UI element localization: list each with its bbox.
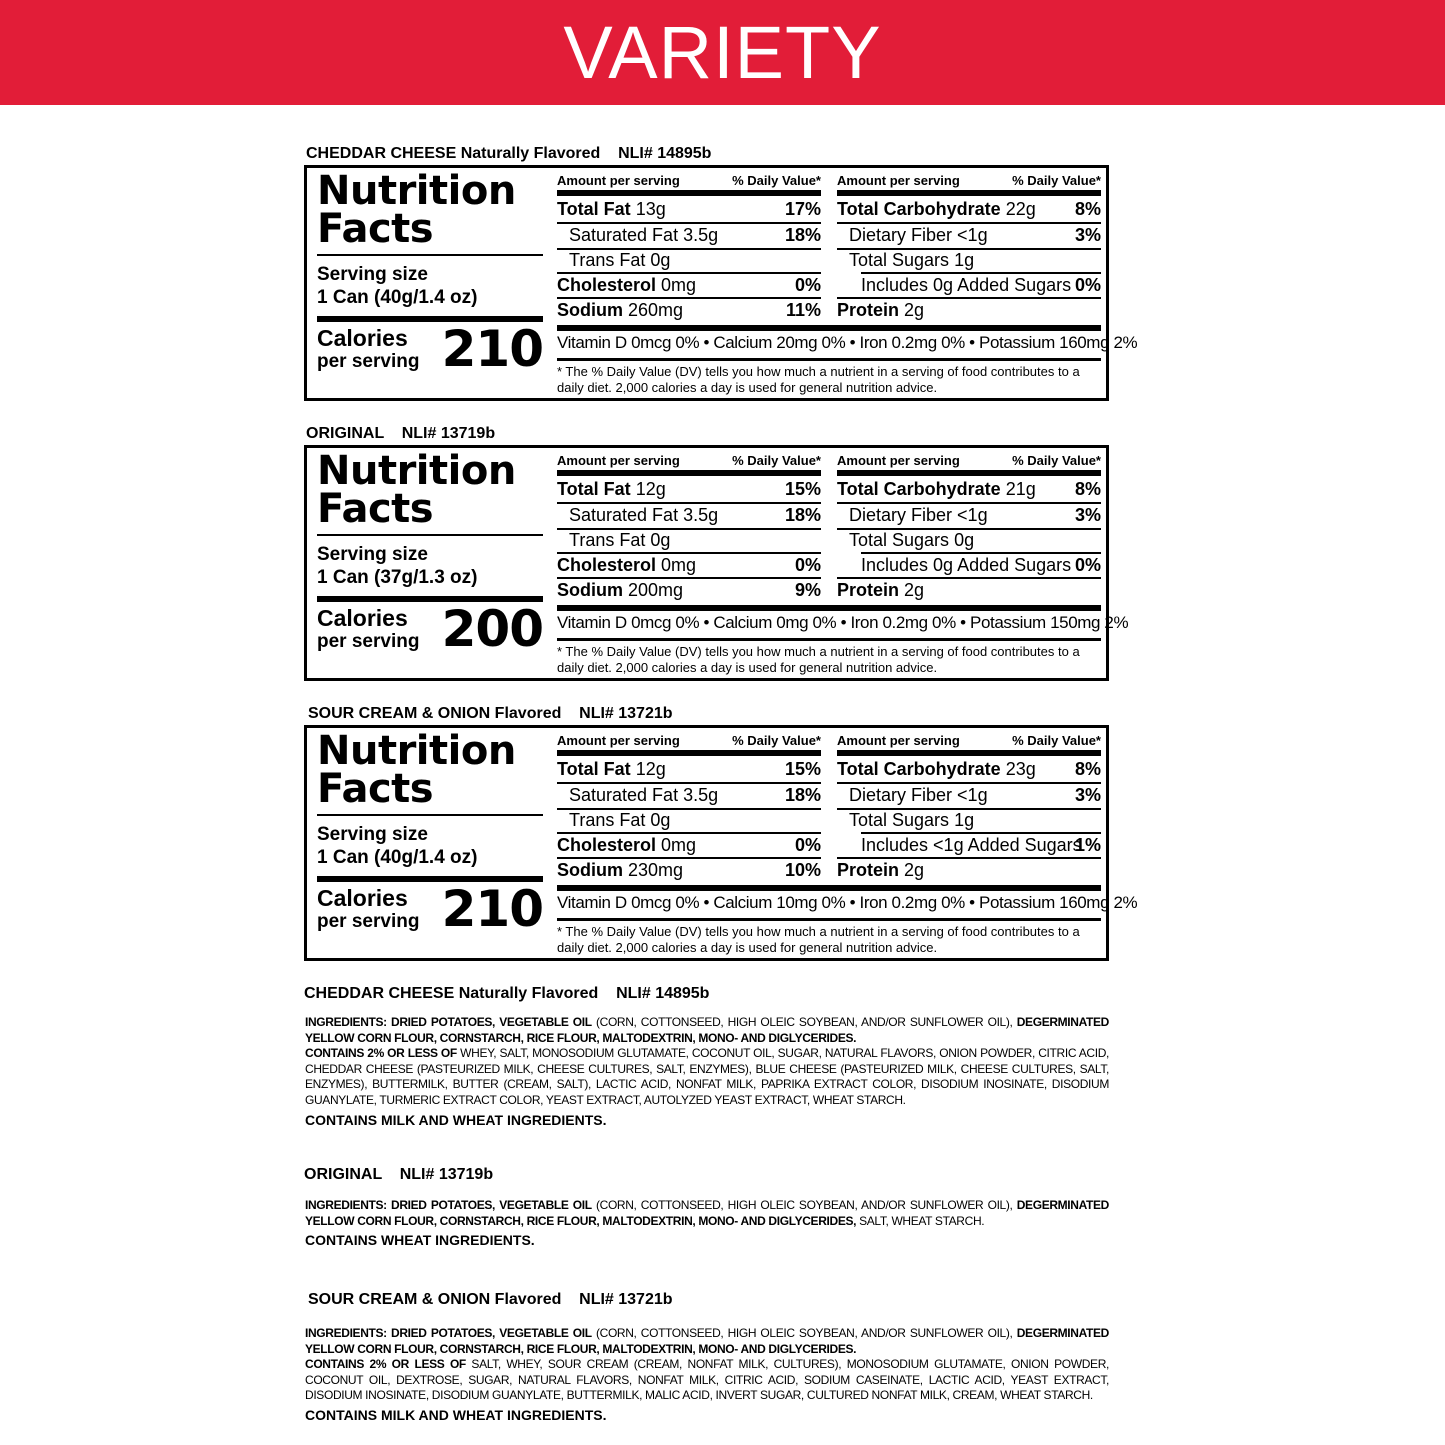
vitamins-line: Vitamin D 0mcg 0% • Calcium 0mg 0% • Iron 0.2mg 0% • Potassium 150mg 2% bbox=[557, 613, 1129, 632]
total-carb-row: Total Carbohydrate 23g 8% bbox=[837, 759, 1101, 779]
column-header: Amount per serving % Daily Value* bbox=[837, 173, 1101, 188]
added-sugars-row: Includes 0g Added Sugars 0% bbox=[861, 555, 1101, 575]
nutrition-facts-title: Nutrition Facts bbox=[317, 448, 516, 532]
column-header: Amount per serving % Daily Value* bbox=[557, 453, 821, 468]
column-header: Amount per serving % Daily Value* bbox=[557, 173, 821, 188]
serving-size-value: 1 Can (37g/1.3 oz) bbox=[317, 567, 478, 588]
cholesterol-row: Cholesterol 0mg 0% bbox=[557, 835, 821, 855]
calories-value: 210 bbox=[441, 880, 543, 938]
nutrition-label-cheddar bbox=[304, 165, 1138, 401]
cholesterol-row: Cholesterol 0mg 0% bbox=[557, 555, 821, 575]
added-sugars-row: Includes <1g Added Sugars 1% bbox=[861, 835, 1101, 855]
calories-sub: per serving bbox=[317, 911, 420, 932]
column-header: Amount per serving % Daily Value* bbox=[837, 733, 1101, 748]
daily-value-footnote: * The % Daily Value (DV) tells you how much a nutrient in a serving of food contributes to a daily diet. 2,000 calories a day is used for general nutrition advice. bbox=[557, 924, 1080, 955]
calories-label: Calories bbox=[317, 325, 408, 351]
nutrition-facts-title: Nutrition Facts bbox=[317, 168, 516, 252]
trans-fat-row: Trans Fat 0g bbox=[569, 810, 671, 830]
serving-size-label: Serving size bbox=[317, 824, 428, 845]
sodium-row: Sodium 230mg 10% bbox=[557, 860, 821, 880]
protein-row: Protein 2g bbox=[837, 580, 925, 600]
serving-size-value: 1 Can (40g/1.4 oz) bbox=[317, 287, 478, 308]
calories-value: 200 bbox=[441, 600, 543, 658]
banner-title: VARIETY bbox=[563, 11, 882, 94]
ingredients-heading-original: ORIGINAL NLI# 13719b bbox=[304, 1166, 494, 1183]
vitamins-line: Vitamin D 0mcg 0% • Calcium 20mg 0% • Iron 0.2mg 0% • Potassium 160mg 2% bbox=[557, 333, 1138, 352]
calories-value: 210 bbox=[441, 320, 543, 378]
calories-label: Calories bbox=[317, 885, 408, 911]
added-sugars-row: Includes 0g Added Sugars 0% bbox=[861, 275, 1101, 295]
daily-value-footnote: * The % Daily Value (DV) tells you how much a nutrient in a serving of food contributes to a daily diet. 2,000 calories a day is used for general nutrition advice. bbox=[557, 644, 1080, 675]
allergen-statement-cheddar: CONTAINS MILK AND WHEAT INGREDIENTS. bbox=[305, 1112, 607, 1128]
column-header: Amount per serving % Daily Value* bbox=[557, 733, 821, 748]
dietary-fiber-row: Dietary Fiber <1g 3% bbox=[849, 505, 1101, 525]
calories-label: Calories bbox=[317, 605, 408, 631]
sodium-row: Sodium 260mg 11% bbox=[557, 300, 821, 320]
total-carb-row: Total Carbohydrate 22g 8% bbox=[837, 199, 1101, 219]
variety-banner bbox=[0, 0, 1445, 105]
ingredients-text-cheddar: INGREDIENTS: DRIED POTATOES, VEGETABLE OIL (CORN, COTTONSEED, HIGH OLEIC SOYBEAN, AND/OR SUNFLOWER OIL), DEGERMINATED YELLOW CORN FLOUR, CORNSTARCH, RICE FLOUR, MALTODEXTRIN, MONO- AND DIGLYCERIDES. CONTAINS 2% OR LESS OF WHEY, SALT, MONOSODIUM GLUTAMATE, COCONUT OIL, SUGAR, NATURAL FLAVORS, ONION POWDER, CITRIC ACID, CHEDDAR CHEESE (PASTEURIZED MILK, CHEESE CULTURES, SALT, ENZYMES), BLUE CHEESE (PASTEURIZED MILK, CHEESE CULTURES, SALT, ENZYMES), BUTTERMILK, BUTTER (CREAM, SALT), LACTIC ACID, NONFAT MILK, PAPRIKA EXTRACT COLOR, DISODIUM INOSINATE, DISODIUM GUANYLATE, TURMERIC EXTRACT COLOR, YEAST EXTRACT, AUTOLYZED YEAST EXTRACT, WHEAT STARCH. bbox=[305, 1015, 1109, 1107]
cholesterol-row: Cholesterol 0mg 0% bbox=[557, 275, 821, 295]
daily-value-footnote: * The % Daily Value (DV) tells you how much a nutrient in a serving of food contributes to a daily diet. 2,000 calories a day is used for general nutrition advice. bbox=[557, 364, 1080, 395]
total-carb-row: Total Carbohydrate 21g 8% bbox=[837, 479, 1101, 499]
calories-sub: per serving bbox=[317, 351, 420, 372]
nutrition-label-sour-cream bbox=[304, 725, 1138, 961]
saturated-fat-row: Saturated Fat 3.5g 18% bbox=[569, 225, 821, 245]
serving-size-label: Serving size bbox=[317, 544, 428, 565]
saturated-fat-row: Saturated Fat 3.5g 18% bbox=[569, 785, 821, 805]
sodium-row: Sodium 200mg 9% bbox=[557, 580, 821, 600]
trans-fat-row: Trans Fat 0g bbox=[569, 530, 671, 550]
serving-size-label: Serving size bbox=[317, 264, 428, 285]
dietary-fiber-row: Dietary Fiber <1g 3% bbox=[849, 225, 1101, 245]
vitamins-line: Vitamin D 0mcg 0% • Calcium 10mg 0% • Iron 0.2mg 0% • Potassium 160mg 2% bbox=[557, 893, 1138, 912]
total-fat-row: Total Fat 12g 15% bbox=[557, 759, 821, 779]
nutrition-label-original bbox=[304, 445, 1129, 681]
protein-row: Protein 2g bbox=[837, 300, 925, 320]
total-sugars-row: Total Sugars 1g bbox=[849, 250, 975, 270]
total-fat-row: Total Fat 13g 17% bbox=[557, 199, 821, 219]
allergen-statement-original: CONTAINS WHEAT INGREDIENTS. bbox=[305, 1232, 535, 1248]
column-header: Amount per serving % Daily Value* bbox=[837, 453, 1101, 468]
trans-fat-row: Trans Fat 0g bbox=[569, 250, 671, 270]
label-heading-cheddar: CHEDDAR CHEESE Naturally Flavored NLI# 14895b bbox=[306, 145, 712, 162]
dietary-fiber-row: Dietary Fiber <1g 3% bbox=[849, 785, 1101, 805]
ingredients-text-original: INGREDIENTS: DRIED POTATOES, VEGETABLE OIL (CORN, COTTONSEED, HIGH OLEIC SOYBEAN, AND/OR SUNFLOWER OIL), DEGERMINATED YELLOW CORN FLOUR, CORNSTARCH, RICE FLOUR, MALTODEXTRIN, MONO- AND DIGLYCERIDES, SALT, WHEAT STARCH. bbox=[305, 1198, 1109, 1228]
nutrition-facts-title: Nutrition Facts bbox=[317, 728, 516, 812]
total-sugars-row: Total Sugars 0g bbox=[849, 530, 975, 550]
total-sugars-row: Total Sugars 1g bbox=[849, 810, 975, 830]
protein-row: Protein 2g bbox=[837, 860, 925, 880]
ingredients-text-sour-cream: INGREDIENTS: DRIED POTATOES, VEGETABLE OIL (CORN, COTTONSEED, HIGH OLEIC SOYBEAN, AND/OR SUNFLOWER OIL), DEGERMINATED YELLOW CORN FLOUR, CORNSTARCH, RICE FLOUR, MALTODEXTRIN, MONO- AND DIGLYCERIDES. CONTAINS 2% OR LESS OF SALT, WHEY, SOUR CREAM (CREAM, NONFAT MILK, CULTURES), MONOSODIUM GLUTAMATE, ONION POWDER, COCONUT OIL, DEXTROSE, SUGAR, NATURAL FLAVORS, NONFAT MILK, CITRIC ACID, SODIUM CASEINATE, LACTIC ACID, YEAST EXTRACT, DISODIUM INOSINATE, DISODIUM GUANYLATE, BUTTERMILK, MALIC ACID, INVERT SUGAR, CULTURED NONFAT MILK, CREAM, WHEAT STARCH. bbox=[305, 1326, 1109, 1403]
label-heading-original: ORIGINAL NLI# 13719b bbox=[306, 425, 496, 442]
total-fat-row: Total Fat 12g 15% bbox=[557, 479, 821, 499]
label-heading-sour-cream: SOUR CREAM & ONION Flavored NLI# 13721b bbox=[308, 705, 673, 722]
allergen-statement-sour-cream: CONTAINS MILK AND WHEAT INGREDIENTS. bbox=[305, 1407, 607, 1423]
ingredients-heading-sour-cream: SOUR CREAM & ONION Flavored NLI# 13721b bbox=[308, 1291, 673, 1308]
serving-size-value: 1 Can (40g/1.4 oz) bbox=[317, 847, 478, 868]
calories-sub: per serving bbox=[317, 631, 420, 652]
ingredients-heading-cheddar: CHEDDAR CHEESE Naturally Flavored NLI# 14895b bbox=[304, 985, 710, 1002]
saturated-fat-row: Saturated Fat 3.5g 18% bbox=[569, 505, 821, 525]
